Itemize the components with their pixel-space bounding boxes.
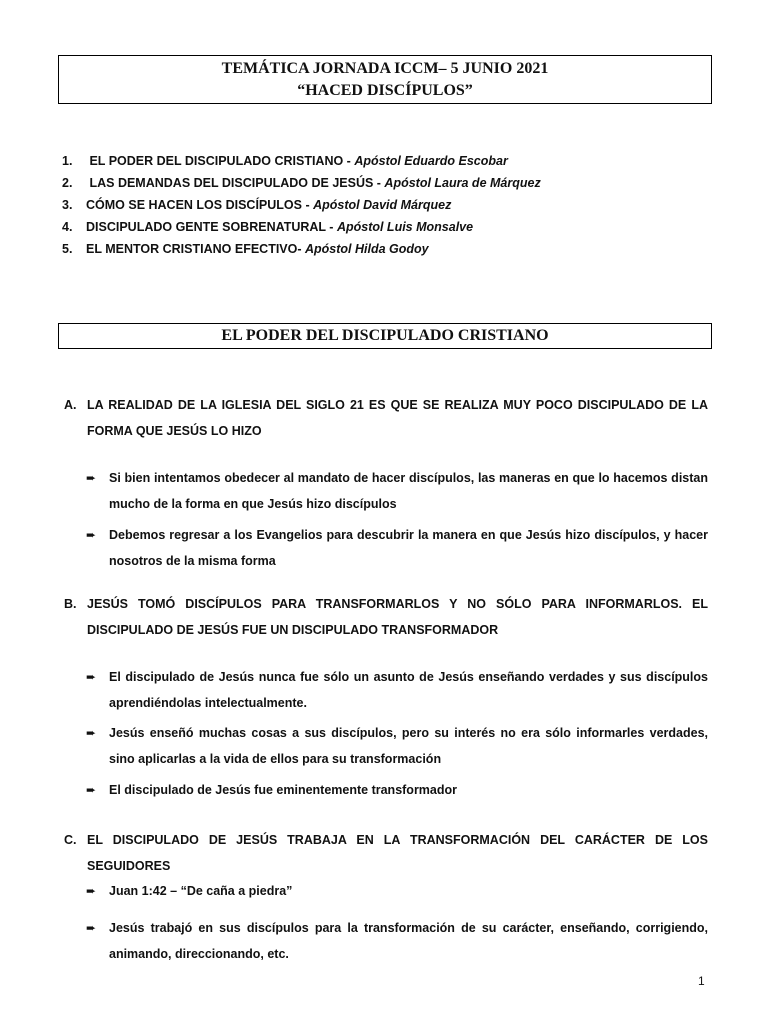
- topic-item: 2. LAS DEMANDAS DEL DISCIPULADO DE JESÚS - Apóstol Laura de Márquez: [62, 176, 541, 190]
- bullet-item: ➨ Debemos regresar a los Evangelios para descubrir la manera en que Jesús hizo discípulos, y hacer nosotros de la misma forma: [86, 522, 708, 574]
- bullet-item: ➨ Si bien intentamos obedecer al mandato de hacer discípulos, las maneras en que lo hacemos distan mucho de la forma en que Jesús hizo discípulos: [86, 465, 708, 517]
- arrow-bullet-icon: ➨: [86, 783, 97, 797]
- point-label: C.: [64, 833, 77, 847]
- point-label: A.: [64, 398, 77, 412]
- page-number: 1: [698, 974, 705, 988]
- speaker-name: Apóstol Eduardo Escobar: [354, 154, 508, 168]
- arrow-bullet-icon: ➨: [86, 884, 97, 898]
- speaker-name: Apóstol Luis Monsalve: [336, 220, 474, 234]
- point-label: B.: [64, 597, 77, 611]
- bullet-item: ➨ Jesús enseñó muchas cosas a sus discípulos, pero su interés no era sólo informarles verdades, sino aplicarlas a la vida de ellos para su transformación: [86, 720, 708, 772]
- speaker-name: Apóstol David Márquez: [313, 198, 452, 212]
- point-text: EL DISCIPULADO DE JESÚS TRABAJA EN LA TRANSFORMACIÓN DEL CARÁCTER DE LOS SEGUIDORES: [87, 833, 708, 873]
- speaker-name: Apóstol Hilda Godoy: [305, 242, 429, 256]
- point-c: [64, 827, 708, 879]
- document-title: TEMÁTICA JORNADA ICCM– 5 JUNIO 2021: [221, 60, 549, 77]
- bullet-item: ➨ El discipulado de Jesús nunca fue sólo un asunto de Jesús enseñando verdades y sus discípulos aprendiéndolas intelectualmente.: [86, 664, 708, 716]
- topic-item: 4. DISCIPULADO GENTE SOBRENATURAL - Apóstol Luis Monsalve: [62, 220, 474, 234]
- point-a: [64, 392, 708, 444]
- arrow-bullet-icon: ➨: [86, 921, 97, 935]
- topics-list: [62, 150, 541, 260]
- point-text: JESÚS TOMÓ DISCÍPULOS PARA TRANSFORMARLOS Y NO SÓLO PARA INFORMARLOS. EL DISCIPULADO DE JESÚS FUE UN DISCIPULADO TRANSFORMADOR: [87, 597, 708, 637]
- point-b: [64, 591, 708, 643]
- arrow-bullet-icon: ➨: [86, 528, 97, 542]
- point-text: LA REALIDAD DE LA IGLESIA DEL SIGLO 21 ES QUE SE REALIZA MUY POCO DISCIPULADO DE LA FORMA QUE JESÚS LO HIZO: [87, 398, 708, 438]
- section-title: EL PODER DEL DISCIPULADO CRISTIANO: [221, 327, 549, 344]
- arrow-bullet-icon: ➨: [86, 670, 97, 684]
- speaker-name: Apóstol Laura de Márquez: [384, 176, 541, 190]
- arrow-bullet-icon: ➨: [86, 471, 97, 485]
- bullet-item: ➨ Juan 1:42 – “De caña a piedra”: [86, 878, 708, 904]
- arrow-bullet-icon: ➨: [86, 726, 97, 740]
- bullet-item: ➨ Jesús trabajó en sus discípulos para la transformación de su carácter, enseñando, corrigiendo, animando, direccionando, etc.: [86, 915, 708, 967]
- title-box: [58, 55, 712, 104]
- section-title-box: [58, 323, 712, 349]
- topic-item: 3. CÓMO SE HACEN LOS DISCÍPULOS - Apóstol David Márquez: [62, 198, 452, 212]
- bullet-item: ➨ El discipulado de Jesús fue eminentemente transformador: [86, 777, 708, 803]
- topic-item: 5. EL MENTOR CRISTIANO EFECTIVO- Apóstol Hilda Godoy: [62, 242, 429, 256]
- document-subtitle: “HACED DISCÍPULOS”: [297, 82, 473, 99]
- topic-item: 1. EL PODER DEL DISCIPULADO CRISTIANO - Apóstol Eduardo Escobar: [62, 154, 508, 168]
